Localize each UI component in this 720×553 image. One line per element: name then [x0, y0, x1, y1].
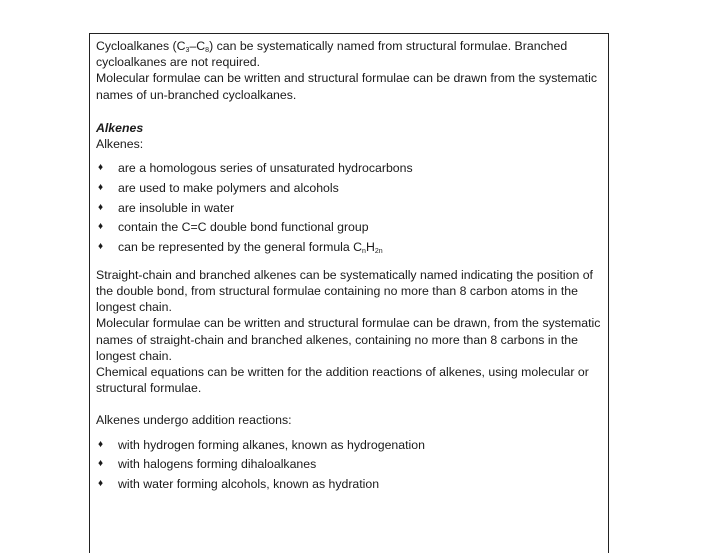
subscript-3: 3 [185, 47, 190, 54]
list-item [96, 456, 606, 472]
list-item-text: are used to make polymers and alcohols [118, 180, 339, 195]
list-item-text: are insoluble in water [118, 200, 235, 215]
alkenes-lead: Alkenes: [96, 137, 144, 152]
intro-paragraph-1 [96, 38, 606, 70]
list-item-text: with hydrogen forming alkanes, known as hydrogenation [118, 437, 425, 452]
addition-lead: Alkenes undergo addition reactions: [96, 413, 292, 428]
list-item [96, 437, 606, 453]
list-item-text: with water forming alcohols, known as hydration [118, 476, 380, 491]
intro-text-c: ) can be systematically named from structural formulae. Branched cycloalkanes are not required. [96, 39, 568, 70]
intro-paragraph-2: Molecular formulae can be written and structural formulae can be drawn from the systematic names of un-branched cycloalkanes. [96, 71, 597, 102]
intro-text-a: Cycloalkanes (C [96, 39, 186, 53]
subscript-n: n [362, 248, 366, 256]
list-item [96, 200, 606, 216]
list-item [96, 239, 606, 255]
list-item-text: are a homologous series of unsaturated hydrocarbons [118, 161, 413, 176]
list-item [96, 180, 606, 196]
alkenes-heading: Alkenes [96, 120, 144, 135]
list-item [96, 160, 606, 176]
list-item [96, 219, 606, 235]
list-item-text: with halogens forming dihaloalkanes [118, 457, 317, 472]
diamond-bullet-icon: ♦ [98, 241, 104, 253]
diamond-bullet-icon: ♦ [98, 181, 104, 193]
list-item [96, 476, 606, 492]
list-item-text: can be represented by the general formula C [118, 240, 363, 255]
intro-text-b: –C [189, 39, 206, 53]
equations-paragraph: Chemical equations can be written for the addition reactions of alkenes, using molecular or structural formulae. [96, 364, 589, 396]
document-body [96, 38, 606, 496]
subscript-2n: 2n [374, 248, 383, 256]
alkenes-properties-list [96, 160, 606, 255]
diamond-bullet-icon: ♦ [98, 201, 104, 213]
naming-paragraph: Straight-chain and branched alkenes can be systematically named indicating the position of the double bond, from structural formulae containing no more than 8 carbon atoms in the longest chain. [96, 267, 593, 315]
subscript-8: 8 [205, 47, 210, 54]
diamond-bullet-icon: ♦ [98, 162, 104, 174]
diamond-bullet-icon: ♦ [98, 438, 104, 450]
formula-h: H [365, 240, 375, 255]
diamond-bullet-icon: ♦ [98, 221, 104, 233]
addition-reactions-list [96, 437, 606, 493]
list-item-text: contain the C=C double bond functional group [118, 220, 369, 235]
diamond-bullet-icon: ♦ [98, 477, 104, 489]
formulae-paragraph: Molecular formulae can be written and structural formulae can be drawn, from the systematic names of straight-chain and branched alkenes, containing no more than 8 carbons in the longest chain. [96, 316, 601, 363]
diamond-bullet-icon: ♦ [98, 458, 104, 470]
